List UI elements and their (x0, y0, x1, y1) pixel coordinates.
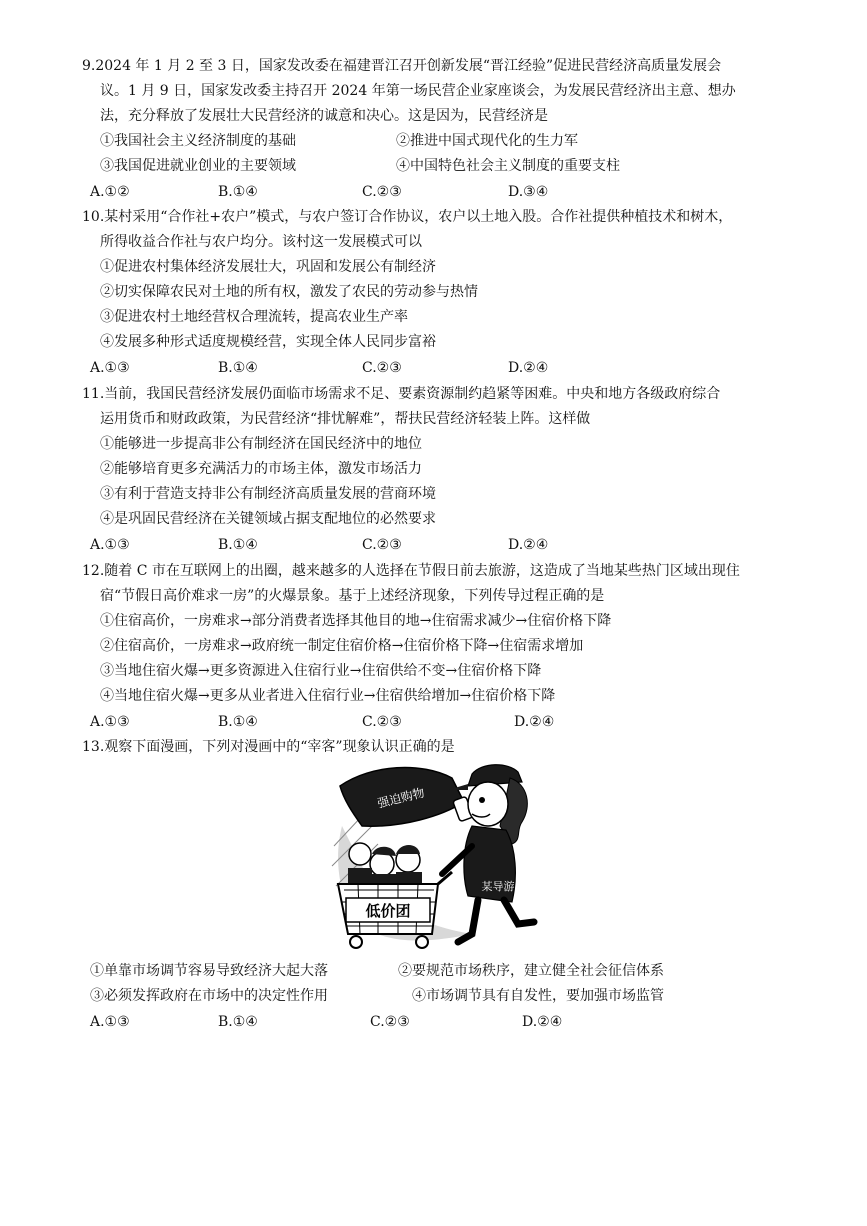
q11-choice-c[interactable]: C.②③ (362, 537, 402, 553)
q13-statement-3: ③必须发挥政府在市场中的决定性作用 (90, 988, 328, 1004)
q9-statement-4: ④中国特色社会主义制度的重要支柱 (396, 158, 620, 174)
q12-statement-1: ①住宿高价，一房难求→部分消费者选择其他目的地→住宿需求减少→住宿价格下降 (100, 613, 612, 629)
q13-statement-2: ②要规范市场秩序，建立健全社会征信体系 (398, 963, 664, 979)
q12-statement-4: ④当地住宿火爆→更多从业者进入住宿行业→住宿供给增加→住宿价格下降 (100, 688, 556, 704)
q10-statement-2: ②切实保障农民对土地的所有权，激发了农民的劳动参与热情 (100, 284, 478, 300)
q9-stem-line-1: 9.2024 年 1 月 2 至 3 日，国家发改委在福建晋江召开创新发展“晋江经验”促进民营经济高质量发展会 (82, 58, 722, 74)
guide-label: 某导游 (481, 880, 515, 893)
knife (340, 768, 473, 827)
q9-statement-1: ①我国社会主义经济制度的基础 (100, 133, 296, 149)
q10-choice-c[interactable]: C.②③ (362, 360, 402, 376)
q10-stem-line-2: 所得收益合作社与农户均分。该村这一发展模式可以 (100, 234, 422, 250)
q13-choice-d[interactable]: D.②④ (522, 1014, 563, 1030)
q12-choice-c[interactable]: C.②③ (362, 714, 402, 730)
q10-choice-a[interactable]: A.①③ (90, 360, 130, 376)
q10-stem-line-1: 10.某村采用“合作社+农户”模式，与农户签订合作协议，农户以土地入股。合作社提供种植技术和树木， (82, 209, 733, 225)
q11-stem-line-2: 运用货币和财政政策，为民营经济“排忧解难”，帮扶民营经济轻装上阵。这样做 (100, 411, 591, 427)
q12-statement-2: ②住宿高价，一房难求→政府统一制定住宿价格→住宿价格下降→住宿需求增加 (100, 638, 584, 654)
q10-statement-3: ③促进农村土地经营权合理流转，提高农业生产率 (100, 309, 408, 325)
q13-choice-c[interactable]: C.②③ (370, 1014, 410, 1030)
q9-stem-line-2: 议。1 月 9 日，国家发改委主持召开 2024 年第一场民营企业家座谈会，为发展民营经济出主意、想办 (100, 83, 736, 99)
q9-choice-a[interactable]: A.①② (90, 184, 130, 200)
q9-stem-line-3: 法，充分释放了发展壮大民营经济的诚意和决心。这是因为，民营经济是 (100, 108, 548, 124)
q9-choice-b[interactable]: B.①④ (218, 184, 258, 200)
cartoon-illustration (322, 756, 544, 952)
q12-choice-d[interactable]: D.②④ (514, 714, 555, 730)
q10-choice-b[interactable]: B.①④ (218, 360, 258, 376)
q13-statement-4: ④市场调节具有自发性，要加强市场监管 (412, 988, 664, 1004)
q11-statement-4: ④是巩固民营经济在关键领域占据支配地位的必然要求 (100, 511, 436, 527)
cart-label: 低价团 (365, 902, 411, 920)
knife-label: 强迫购物 (376, 785, 427, 811)
q11-choice-d[interactable]: D.②④ (508, 537, 549, 553)
q13-choice-b[interactable]: B.①④ (218, 1014, 258, 1030)
q12-stem-line-2: 宿“节假日高价难求一房”的火爆景象。基于上述经济现象，下列传导过程正确的是 (100, 588, 605, 604)
q12-choice-a[interactable]: A.①③ (90, 714, 130, 730)
q11-choice-b[interactable]: B.①④ (218, 537, 258, 553)
q11-stem-line-1: 11.当前，我国民营经济发展仍面临市场需求不足、要素资源制约趋紧等困难。中央和地方各级政府综合 (82, 386, 721, 402)
q12-statement-3: ③当地住宿火爆→更多资源进入住宿行业→住宿供给不变→住宿价格下降 (100, 663, 542, 679)
q11-statement-3: ③有利于营造支持非公有制经济高质量发展的营商环境 (100, 486, 436, 502)
q10-statement-1: ①促进农村集体经济发展壮大，巩固和发展公有制经济 (100, 259, 436, 275)
q10-statement-4: ④发展多种形式适度规模经营，实现全体人民同步富裕 (100, 334, 436, 350)
q12-stem-line-1: 12.随着 C 市在互联网上的出圈，越来越多的人选择在节假日前去旅游，这造成了当地某些热门区域出现住 (82, 563, 740, 579)
q13-stem-line-1: 13.观察下面漫画，下列对漫画中的“宰客”现象认识正确的是 (82, 739, 455, 755)
q13-choice-a[interactable]: A.①③ (90, 1014, 130, 1030)
q9-choice-d[interactable]: D.③④ (508, 184, 549, 200)
q12-choice-b[interactable]: B.①④ (218, 714, 258, 730)
q11-choice-a[interactable]: A.①③ (90, 537, 130, 553)
q9-choice-c[interactable]: C.②③ (362, 184, 402, 200)
q11-statement-1: ①能够进一步提高非公有制经济在国民经济中的地位 (100, 436, 422, 452)
q9-statement-3: ③我国促进就业创业的主要领域 (100, 158, 296, 174)
q13-statement-1: ①单靠市场调节容易导致经济大起大落 (90, 963, 328, 979)
q11-statement-2: ②能够培育更多充满活力的市场主体，激发市场活力 (100, 461, 422, 477)
q10-choice-d[interactable]: D.②④ (508, 360, 549, 376)
q9-statement-2: ②推进中国式现代化的生力军 (396, 133, 578, 149)
